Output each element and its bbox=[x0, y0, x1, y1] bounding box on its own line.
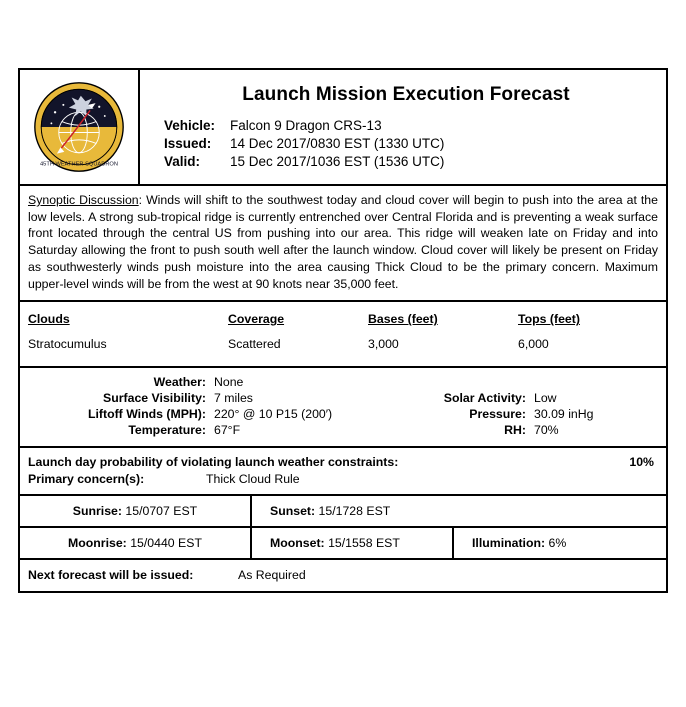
probability-headline-row bbox=[28, 455, 658, 469]
issued-label: Issued: bbox=[164, 136, 212, 151]
squadron-logo bbox=[20, 70, 140, 184]
conditions-row-visibility bbox=[28, 390, 658, 406]
astro-row-moon bbox=[20, 528, 666, 558]
col-header-coverage bbox=[228, 310, 368, 336]
sunset-value: 15/1728 EST bbox=[318, 504, 391, 519]
temperature-value: 67°F bbox=[214, 423, 241, 438]
squadron-logo-text: 45TH WEATHER SQUADRON bbox=[40, 161, 118, 168]
probability-section bbox=[20, 448, 666, 496]
probability-percent: 10% bbox=[629, 455, 654, 470]
synoptic-discussion bbox=[20, 186, 666, 302]
synoptic-text: Winds will shift to the southwest today and cloud cover will begin to push into the area at the low levels. A strong sub-tropical ridge is currently entrenched over Central Florida and is preventing a weak surface front located through the central US from pushing into our area. This ridge will weaken late on Friday and into Saturday allowing the front to push south well after the launch window. Cloud cover will likely be present on Friday as southwesterly winds push moisture into the area causing Thick Cloud to be the primary concern. Maximum upper-level winds will be from the west at 90 knots near 35,000 feet. bbox=[28, 193, 658, 291]
astro-row-sun bbox=[20, 496, 666, 528]
blank-right-label bbox=[396, 374, 534, 390]
synoptic-separator: : bbox=[138, 193, 147, 207]
issued-value: 14 Dec 2017/0830 EST (1330 UTC) bbox=[230, 136, 445, 151]
moonrise-cell bbox=[20, 528, 252, 558]
moonset-value: 15/1558 EST bbox=[328, 536, 400, 551]
header-body bbox=[140, 70, 666, 184]
col-header-clouds-label: Clouds bbox=[28, 312, 70, 327]
moonset-label: Moonset: bbox=[270, 536, 325, 551]
forecast-document bbox=[18, 68, 668, 593]
weather-value: None bbox=[214, 375, 244, 390]
temperature-label: Temperature: bbox=[128, 423, 206, 438]
clouds-section bbox=[20, 302, 666, 368]
illumination-cell bbox=[454, 528, 666, 558]
sunrise-label: Sunrise: bbox=[72, 504, 122, 519]
col-header-coverage-label: Coverage bbox=[228, 312, 285, 327]
vehicle-label: Vehicle: bbox=[164, 118, 216, 133]
probability-headline: Launch day probability of violating launch weather constraints: bbox=[28, 455, 399, 470]
cell-tops: 6,000 bbox=[518, 337, 549, 352]
synoptic-label: Synoptic Discussion bbox=[28, 193, 139, 207]
illumination-label: Illumination: bbox=[472, 536, 546, 551]
solar-activity-label: Solar Activity: bbox=[443, 391, 526, 406]
sunrise-cell bbox=[20, 496, 252, 526]
next-forecast-label: Next forecast will be issued: bbox=[28, 568, 194, 583]
meta-row-valid bbox=[156, 154, 656, 169]
vehicle-value: Falcon 9 Dragon CRS-13 bbox=[230, 118, 382, 133]
sunset-cell bbox=[252, 496, 666, 526]
next-forecast-value: As Required bbox=[238, 568, 306, 583]
table-row bbox=[28, 336, 658, 352]
sunset-label: Sunset: bbox=[270, 504, 316, 519]
liftoff-winds-label: Liftoff Winds (MPH): bbox=[87, 407, 206, 422]
col-header-tops bbox=[518, 310, 658, 336]
document-header bbox=[20, 70, 666, 186]
conditions-section bbox=[20, 368, 666, 448]
surface-visibility-value: 7 miles bbox=[214, 391, 253, 406]
conditions-row-temperature bbox=[28, 422, 658, 438]
cell-bases: 3,000 bbox=[368, 337, 399, 352]
meta-row-issued bbox=[156, 136, 656, 151]
blank-right-value bbox=[534, 374, 658, 390]
moonrise-value: 15/0440 EST bbox=[130, 536, 202, 551]
valid-value: 15 Dec 2017/1036 EST (1536 UTC) bbox=[230, 154, 445, 169]
conditions-table bbox=[28, 374, 658, 438]
conditions-row-weather bbox=[28, 374, 658, 390]
meta-row-vehicle bbox=[156, 118, 656, 133]
rh-value: 70% bbox=[534, 423, 559, 438]
astro-section bbox=[20, 496, 666, 560]
col-header-tops-label: Tops (feet) bbox=[518, 312, 580, 327]
primary-concern-value: Thick Cloud Rule bbox=[206, 472, 300, 487]
weather-label: Weather: bbox=[153, 375, 206, 390]
next-forecast-section bbox=[20, 560, 666, 591]
liftoff-winds-value: 220° @ 10 P15 (200′) bbox=[214, 407, 333, 422]
surface-visibility-label: Surface Visibility: bbox=[103, 391, 206, 406]
col-header-bases-label: Bases (feet) bbox=[368, 312, 438, 327]
clouds-table bbox=[28, 310, 658, 352]
squadron-patch-icon bbox=[33, 81, 125, 173]
pressure-label: Pressure: bbox=[469, 407, 526, 422]
moonrise-label: Moonrise: bbox=[68, 536, 127, 551]
illumination-value: 6% bbox=[548, 536, 567, 551]
cell-coverage: Scattered bbox=[228, 337, 281, 352]
rh-label: RH: bbox=[504, 423, 526, 438]
pressure-value: 30.09 inHg bbox=[534, 407, 594, 422]
page-title: Launch Mission Execution Forecast bbox=[242, 84, 570, 105]
moonset-cell bbox=[252, 528, 454, 558]
clouds-table-header-row bbox=[28, 310, 658, 336]
primary-concern-row bbox=[28, 472, 658, 486]
conditions-row-winds bbox=[28, 406, 658, 422]
sunrise-value: 15/0707 EST bbox=[125, 504, 198, 519]
col-header-bases bbox=[368, 310, 518, 336]
primary-concern-label: Primary concern(s): bbox=[28, 472, 145, 487]
cell-clouds: Stratocumulus bbox=[28, 337, 107, 352]
solar-activity-value: Low bbox=[534, 391, 557, 406]
col-header-clouds bbox=[28, 310, 228, 336]
valid-label: Valid: bbox=[164, 154, 201, 169]
